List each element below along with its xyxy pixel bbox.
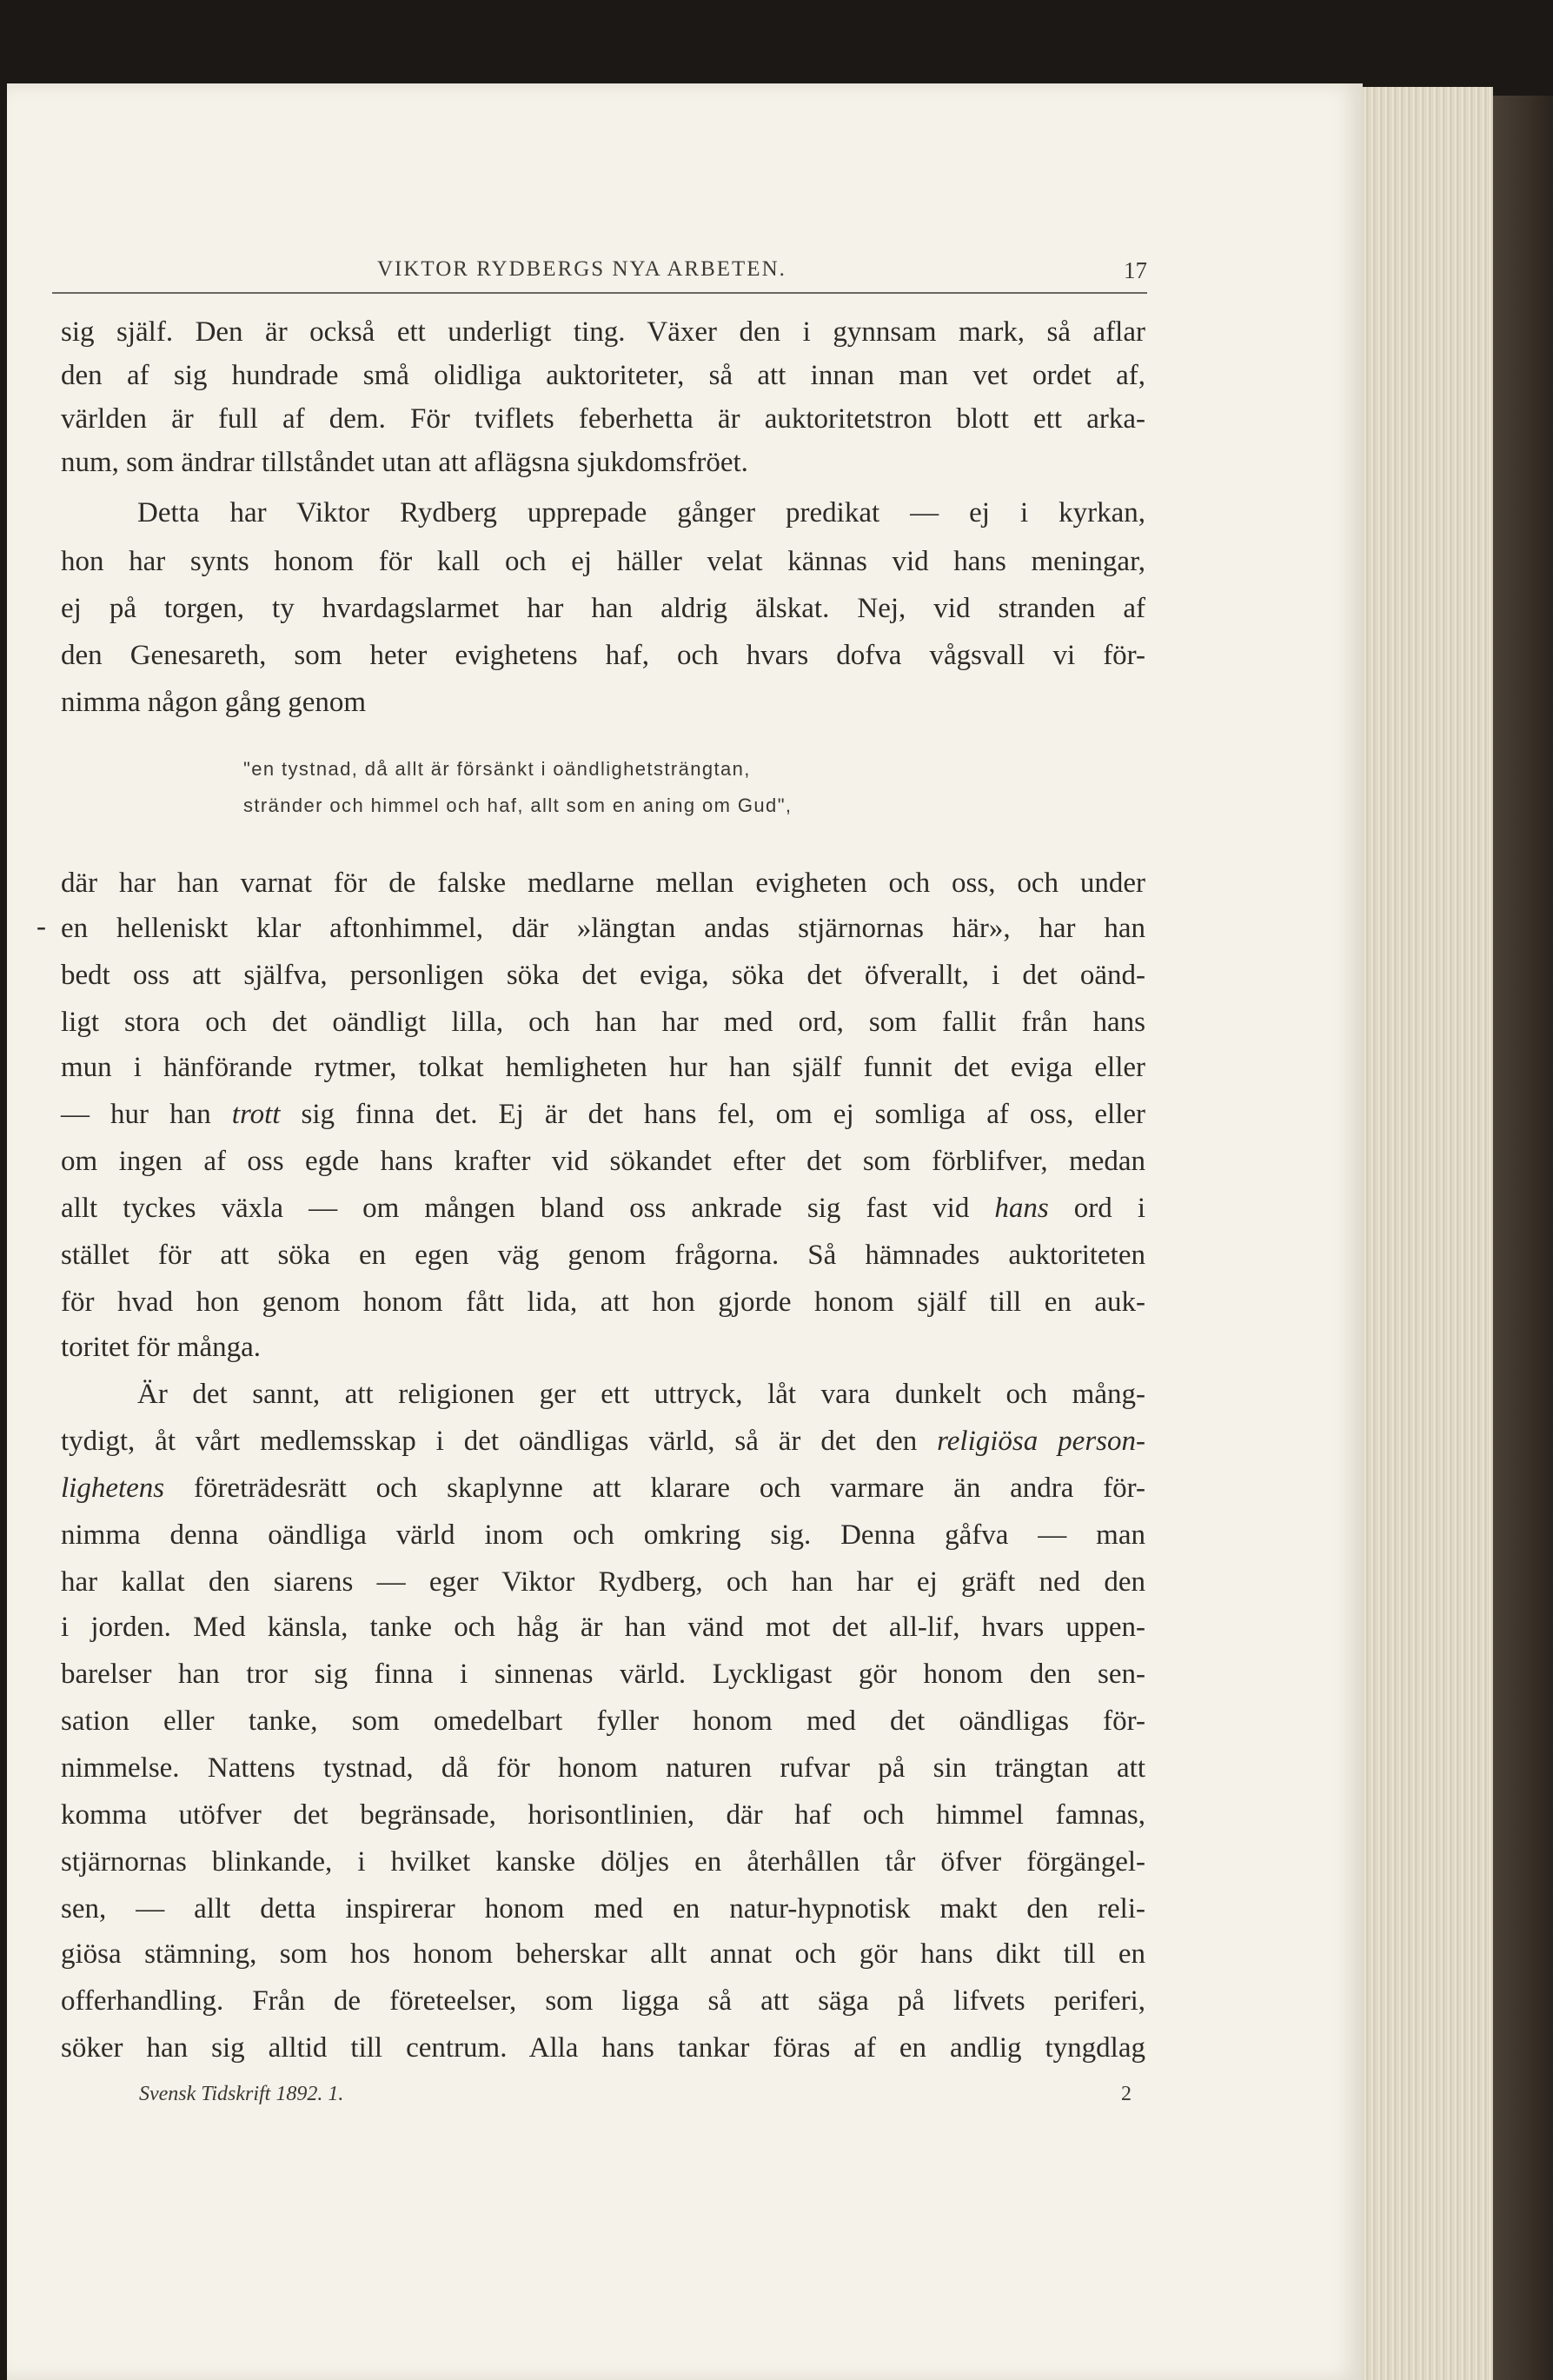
footer-signature: 2: [1121, 2083, 1132, 2105]
text-line: sation eller tanke, som omedelbart fyller honom med det oändligas för-: [61, 1705, 1145, 1737]
text-line: giösa stämning, som hos honom beherskar allt annat och gör hans dikt till en: [61, 1938, 1145, 1970]
emphasis-word: hans: [994, 1193, 1049, 1224]
text-line: [61, 1424, 1145, 1459]
text-segment: tydigt, åt vårt medlemsskap i det oändligas värld, så är det den: [61, 1426, 938, 1457]
text-line: sen, — allt detta inspirerar honom med en natur-hypnotisk makt den reli-: [61, 1893, 1145, 1925]
text-line: bedt oss att själfva, personligen söka det eviga, söka det öfverallt, i det oänd-: [61, 960, 1145, 991]
quote-line: "en tystnad, då allt är försänkt i oändlighetsträngtan,: [243, 758, 751, 780]
book-cover-edge: [1493, 96, 1553, 2380]
page-fore-edge: [1363, 87, 1493, 2380]
text-line: offerhandling. Från de företeelser, som ligga så att säga på lifvets periferi,: [61, 1985, 1145, 2017]
text-line: har kallat den siarens — eger Viktor Rydberg, och han har ej gräft ned den: [61, 1566, 1145, 1598]
text-line: ej på torgen, ty hvardagslarmet har han aldrig älskat. Nej, vid stranden af: [61, 593, 1145, 624]
text-segment: företrädesrätt och skaplynne att klarare och varmare än andra för-: [164, 1473, 1145, 1504]
text-line: söker han sig alltid till centrum. Alla hans tankar föras af en andlig tyngdlag: [61, 2032, 1145, 2064]
text-line: stället för att söka en egen väg genom frågorna. Så hämnades auktoriteten: [61, 1240, 1145, 1271]
text-line: den af sig hundrade små olidliga auktoriteter, så att innan man vet ordet af,: [61, 360, 1145, 391]
text-line: den Genesareth, som heter evighetens haf, och hvars dofva vågsvall vi för-: [61, 640, 1145, 671]
text-line: [61, 1471, 1145, 1506]
text-line: Detta har Viktor Rydberg upprepade gånger predikat — ej i kyrkan,: [137, 497, 1145, 529]
text-line: nimmelse. Nattens tystnad, då för honom naturen rufvar på sin trängtan att: [61, 1752, 1145, 1784]
text-line: en helleniskt klar aftonhimmel, där »längtan andas stjärnornas här», har han: [61, 913, 1145, 944]
text-line: num, som ändrar tillståndet utan att aflägsna sjukdomsfröet.: [61, 447, 748, 478]
emphasis-word: lighetens: [61, 1473, 165, 1504]
text-line: Är det sannt, att religionen ger ett uttryck, låt vara dunkelt och mång-: [137, 1379, 1145, 1410]
text-segment: sig finna det. Ej är det hans fel, om ej somliga af oss, eller: [280, 1099, 1146, 1130]
quote-line: stränder och himmel och haf, allt som en aning om Gud",: [243, 794, 793, 816]
text-line: nimma någon gång genom: [61, 687, 367, 718]
text-line: för hvad hon genom honom fått lida, att hon gjorde honom själf till en auk-: [61, 1286, 1145, 1318]
page-number: 17: [1124, 257, 1147, 283]
text-line: sig själf. Den är också ett underligt ting. Växer den i gynnsam mark, så aflar: [61, 316, 1145, 348]
text-segment: ord i: [1048, 1193, 1145, 1224]
text-segment: — hur han: [61, 1099, 232, 1130]
running-title: VIKTOR RYDBERGS NYA ARBETEN.: [377, 257, 786, 281]
margin-mark: -: [37, 911, 46, 942]
text-line: nimma denna oändliga värld inom och omkring sig. Denna gåfva — man: [61, 1519, 1145, 1551]
text-line: barelser han tror sig finna i sinnenas värld. Lyckligast gör honom den sen-: [61, 1659, 1145, 1690]
text-line: där har han varnat för de falske medlarne mellan evigheten och oss, och under: [61, 868, 1145, 899]
running-header: [52, 257, 1147, 294]
text-segment: allt tyckes växla — om mången bland oss ankrade sig fast vid: [61, 1193, 995, 1224]
text-line: komma utöfver det begränsade, horisontlinien, där haf och himmel famnas,: [61, 1799, 1145, 1831]
text-line: stjärnornas blinkande, i hvilket kanske döljes en återhållen tår öfver förgängel-: [61, 1846, 1145, 1878]
text-line: om ingen af oss egde hans krafter vid sökandet efter det som förblifver, medan: [61, 1146, 1145, 1177]
text-line: ligt stora och det oändligt lilla, och han har med ord, som fallit från hans: [61, 1007, 1145, 1038]
emphasis-word: religiösa person-: [937, 1426, 1145, 1457]
emphasis-word: trott: [231, 1099, 281, 1130]
text-line: mun i hänförande rytmer, tolkat hemligheten hur han själf funnit det eviga eller: [61, 1052, 1145, 1083]
footer-source: Svensk Tidskrift 1892. 1.: [139, 2083, 344, 2105]
text-line: i jorden. Med känsla, tanke och håg är han vänd mot det all-lif, hvars uppen-: [61, 1612, 1145, 1643]
text-line: [61, 1191, 1145, 1226]
text-line: världen är full af dem. För tviflets feberhetta är auktoritetstron blott ett arka-: [61, 403, 1145, 435]
text-line: [61, 1097, 1145, 1132]
text-line: hon har synts honom för kall och ej häller velat kännas vid hans meningar,: [61, 546, 1145, 577]
text-line: toritet för många.: [61, 1332, 262, 1363]
